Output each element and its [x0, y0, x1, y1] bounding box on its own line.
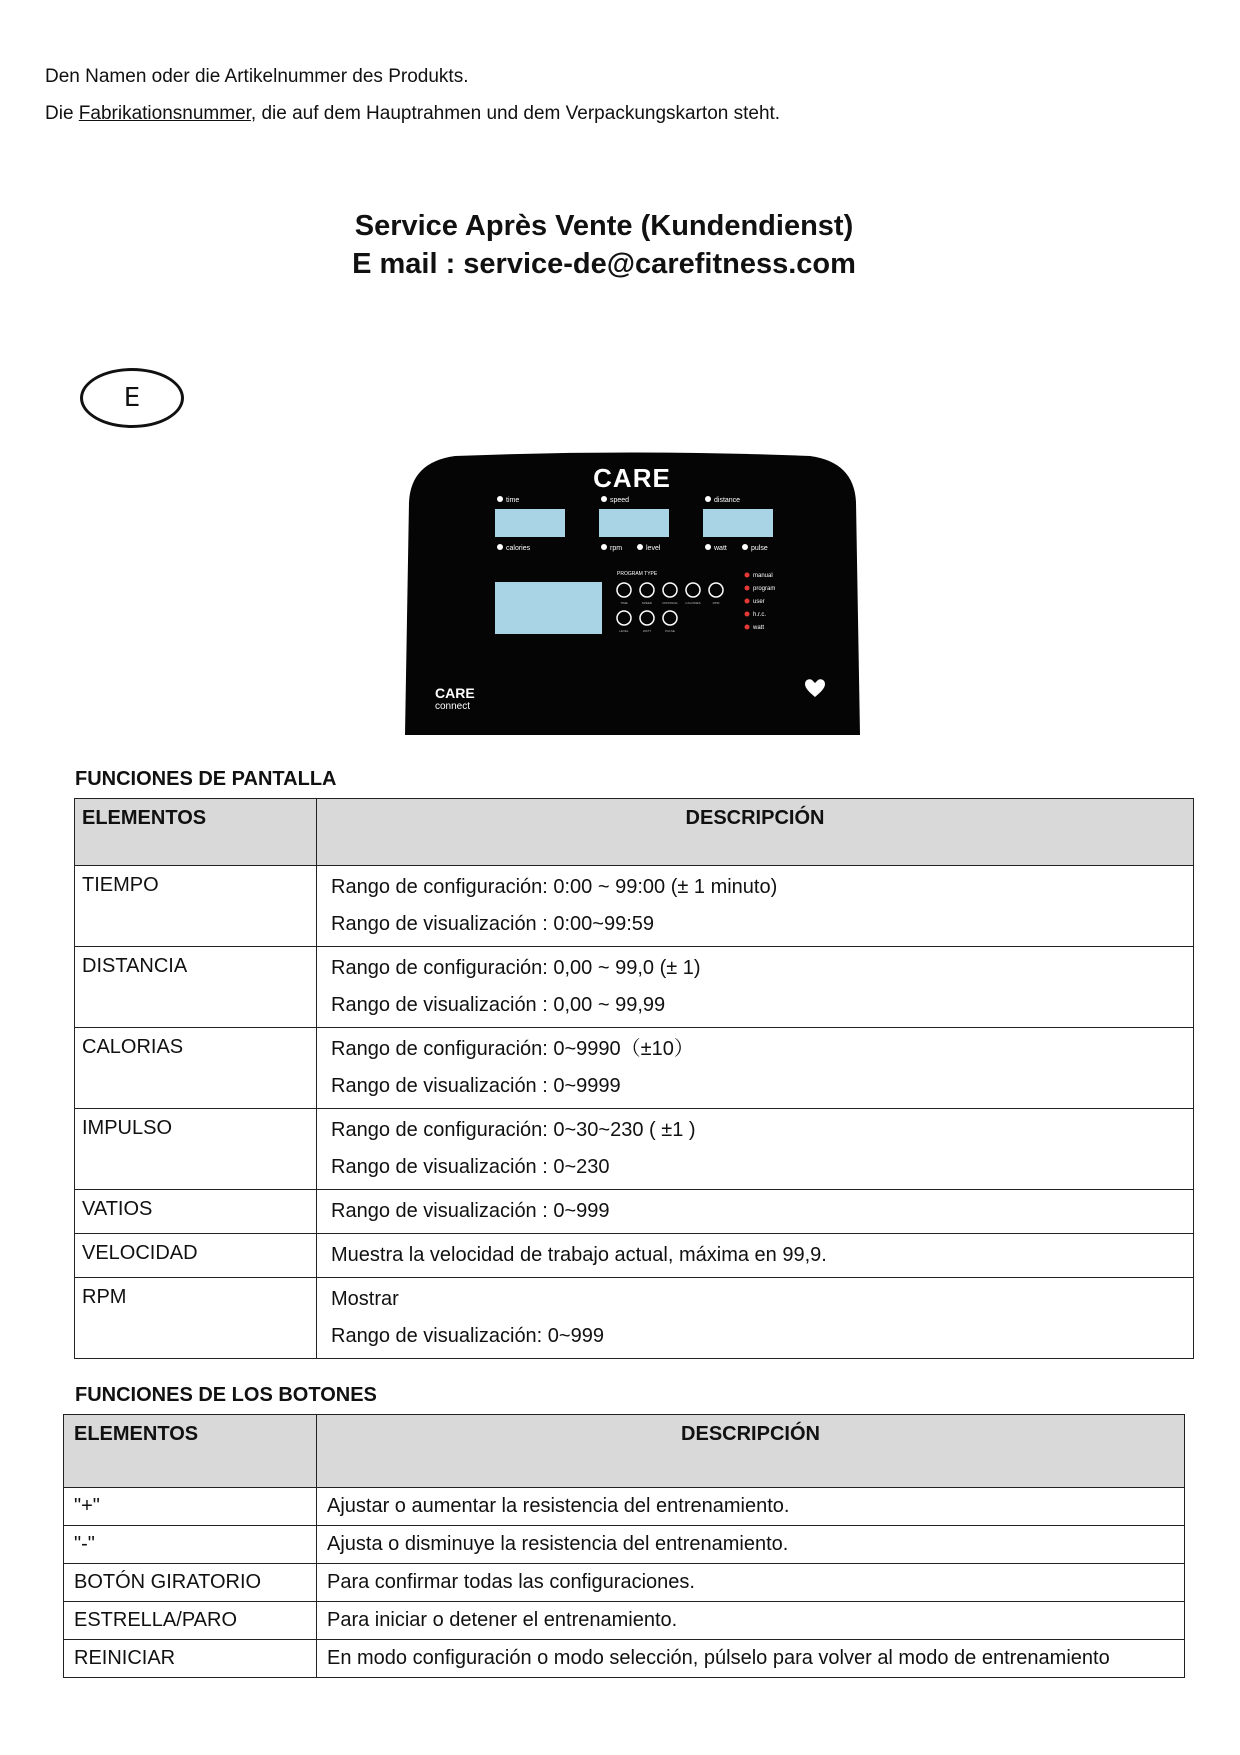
table-row [75, 1028, 1194, 1109]
console-illustration [405, 452, 860, 735]
table-row [64, 1488, 1185, 1526]
intro-line-1: Den Namen oder die Artikelnummer des Produkts. [45, 66, 469, 87]
table-row [75, 1109, 1194, 1190]
description-line: Rango de visualización : 0~9999 [331, 1075, 621, 1097]
description-line: Rango de configuración: 0~30~230 ( ±1 ) [331, 1119, 696, 1141]
button-name: REINICIAR [64, 1640, 317, 1678]
time-indicator-icon [497, 496, 503, 502]
description-line: Muestra la velocidad de trabajo actual, máxima en 99,9. [331, 1244, 827, 1266]
button-description: En modo configuración o modo selección, púlselo para volver al modo de entrenamiento [317, 1640, 1185, 1678]
display-functions-title: FUNCIONES DE PANTALLA [75, 768, 337, 790]
table-row [75, 866, 1194, 947]
rpm-indicator-icon [601, 544, 607, 550]
table-row [75, 1190, 1194, 1234]
program-type-label: PROGRAM TYPE [617, 571, 658, 577]
mode-program-led-icon [745, 586, 750, 591]
button-name: "-" [64, 1526, 317, 1564]
program-calories-label: CALORIES [685, 601, 701, 605]
mode-user-led-icon [745, 599, 750, 604]
label-distance: distance [714, 497, 741, 504]
service-title: Service Après Vente (Kundendienst) [354, 210, 854, 242]
care-connect-logo-bottom: connect [435, 701, 471, 712]
label-speed: speed [610, 497, 630, 504]
description-line: Rango de visualización : 0:00~99:59 [331, 913, 655, 935]
program-distance-label: DISTANCE [662, 601, 678, 605]
description-line: Rango de visualización : 0,00 ~ 99,99 [331, 994, 666, 1016]
element-name: DISTANCIA [75, 947, 317, 1028]
mode-hrc-led-icon [745, 612, 750, 617]
mode-user: user [753, 599, 765, 605]
intro-line-2-prefix: Die [45, 103, 79, 124]
serial-number-term: Fabrikationsnummer [78, 103, 251, 124]
description-line: Mostrar [331, 1288, 399, 1310]
element-name: TIEMPO [75, 866, 317, 947]
mode-watt-led-icon [745, 625, 750, 630]
button-description: Para iniciar o detener el entrenamiento. [317, 1602, 1185, 1640]
program-watt-label: WATT [642, 629, 652, 633]
mode-watt: watt [753, 625, 765, 631]
console-brand-logo: CARE [593, 463, 671, 493]
table-row [64, 1564, 1185, 1602]
description-line: Rango de configuración: 0:00 ~ 99:00 (± 1 minuto) [331, 876, 778, 898]
description-line: Rango de configuración: 0,00 ~ 99,0 (± 1) [331, 957, 701, 979]
watt-indicator-icon [705, 544, 711, 550]
button-description: Ajustar o aumentar la resistencia del entrenamiento. [317, 1488, 1185, 1526]
lcd-window-right [703, 509, 773, 537]
table-row [64, 1640, 1185, 1678]
table-row [75, 1278, 1194, 1359]
button-description: Ajusta o disminuye la resistencia del entrenamiento. [317, 1526, 1185, 1564]
label-pulse: pulse [751, 545, 768, 552]
program-speed-label: SPEED [641, 601, 653, 605]
label-rpm: rpm [610, 545, 623, 552]
speed-indicator-icon [601, 496, 607, 502]
intro-line-2 [45, 103, 780, 125]
button-functions-table [63, 1414, 1185, 1678]
button-name: ESTRELLA/PARO [64, 1602, 317, 1640]
calories-indicator-icon [497, 544, 503, 550]
col-description-header: DESCRIPCIÓN [317, 1415, 1185, 1488]
program-pulse-label: PULSE [665, 629, 675, 633]
col-description-header: DESCRIPCIÓN [317, 799, 1194, 866]
service-email: E mail : service-de@carefitness.com [352, 248, 856, 280]
label-time: time [506, 497, 520, 504]
table-row [75, 947, 1194, 1028]
lcd-window-left [495, 509, 565, 537]
label-calories: calories [506, 545, 531, 552]
language-badge: E [80, 368, 184, 428]
display-functions-table [74, 798, 1194, 1359]
pulse-indicator-icon [742, 544, 748, 550]
care-connect-logo-top: CARE [435, 685, 475, 701]
table-row [64, 1602, 1185, 1640]
program-level-label: LEVEL [619, 629, 629, 633]
description-line: Rango de configuración: 0~9990（±10） [331, 1038, 694, 1060]
button-name: BOTÓN GIRATORIO [64, 1564, 317, 1602]
lcd-window-center [599, 509, 669, 537]
description-line: Rango de visualización : 0~230 [331, 1156, 610, 1178]
element-name: RPM [75, 1278, 317, 1359]
mode-hrc: h.r.c. [753, 612, 767, 618]
distance-indicator-icon [705, 496, 711, 502]
button-functions-title: FUNCIONES DE LOS BOTONES [75, 1384, 377, 1406]
element-name: VATIOS [75, 1190, 317, 1234]
program-rpm-label: RPM [712, 601, 720, 605]
mode-manual: manual [753, 573, 773, 579]
program-time-label: TIME [620, 601, 628, 605]
col-elements-header: ELEMENTOS [64, 1415, 317, 1488]
element-name: VELOCIDAD [75, 1234, 317, 1278]
mode-program: program [753, 586, 776, 592]
button-description: Para confirmar todas las configuraciones. [317, 1564, 1185, 1602]
element-name: CALORIAS [75, 1028, 317, 1109]
description-line: Rango de visualización : 0~999 [331, 1200, 610, 1222]
element-name: IMPULSO [75, 1109, 317, 1190]
lcd-window-main [495, 582, 602, 634]
label-watt: watt [714, 545, 727, 552]
label-level: level [646, 545, 661, 552]
mode-manual-led-icon [745, 573, 750, 578]
table-row [64, 1526, 1185, 1564]
intro-line-2-suffix: , die auf dem Hauptrahmen und dem Verpackungskarton steht. [250, 103, 781, 124]
level-indicator-icon [637, 544, 643, 550]
button-name: "+" [64, 1488, 317, 1526]
description-line: Rango de visualización: 0~999 [331, 1325, 604, 1347]
table-row [75, 1234, 1194, 1278]
col-elements-header: ELEMENTOS [75, 799, 317, 866]
